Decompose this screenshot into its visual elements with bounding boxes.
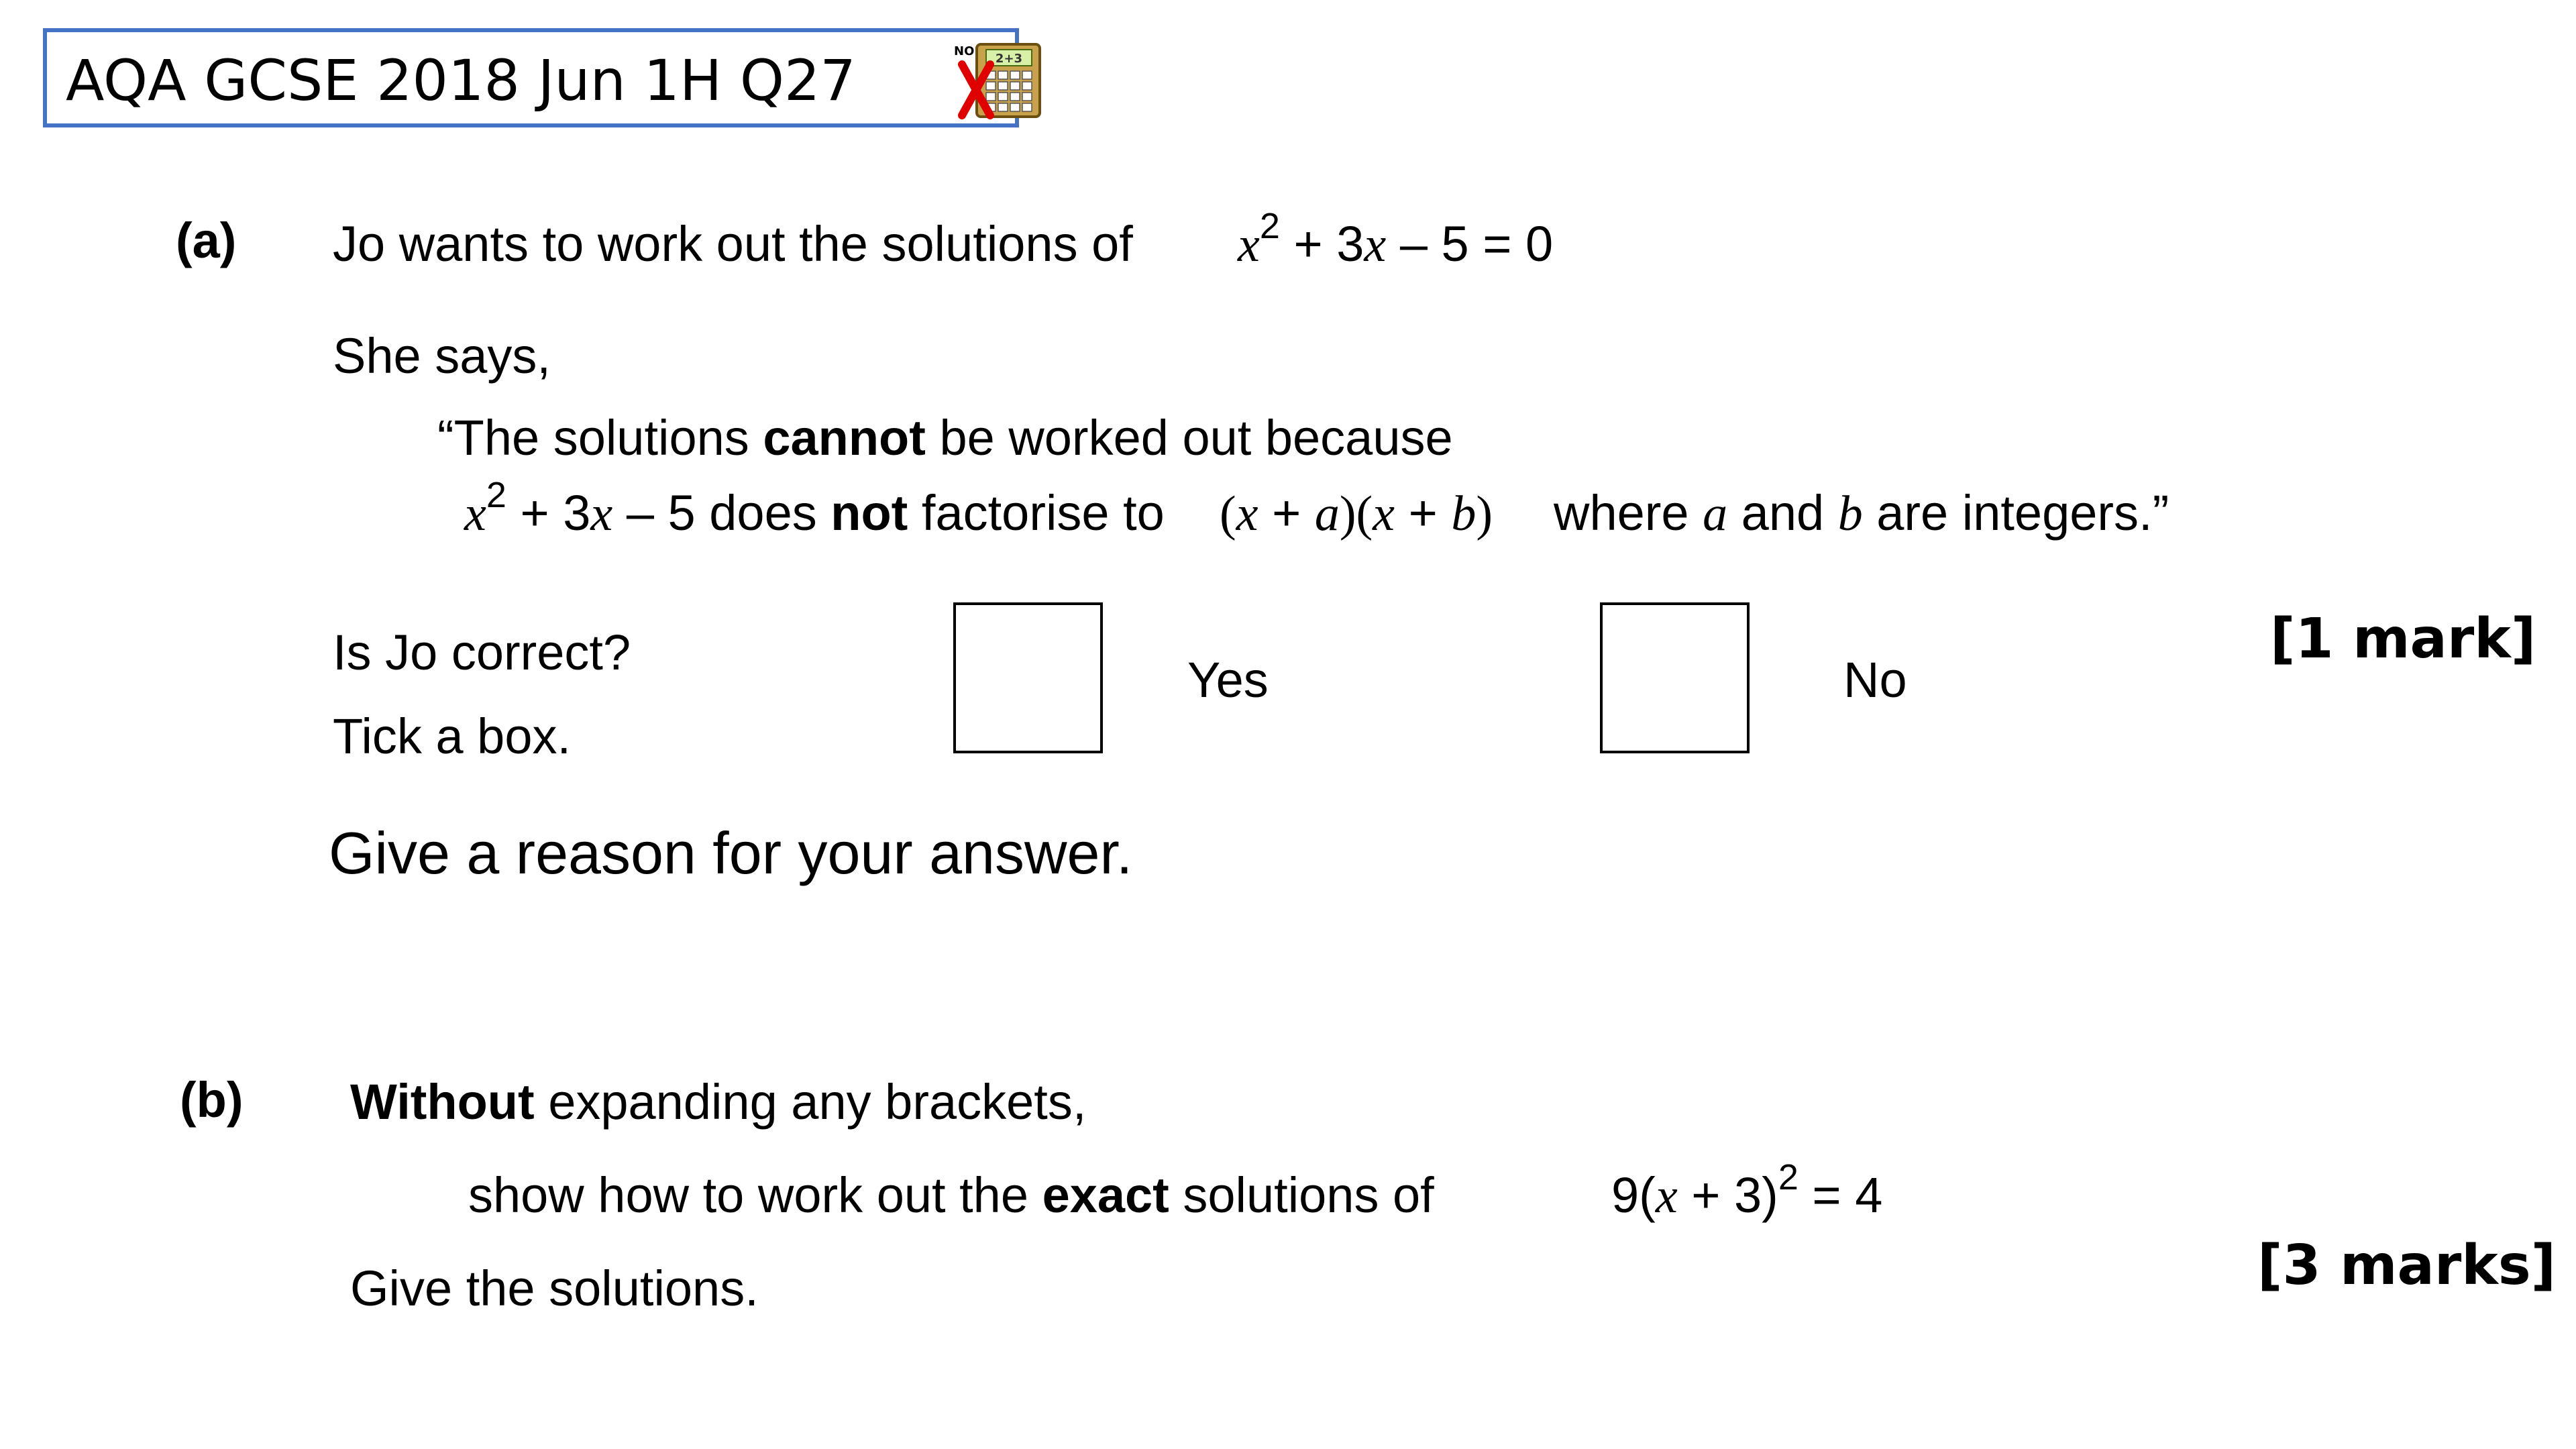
part-b-marks: [3 marks] [2257,1234,2557,1297]
calculator-screen-text: 2+3 [995,52,1023,66]
part-b-line-3: Give the solutions. [350,1260,759,1316]
part-a-label: (a) [176,213,237,268]
she-says: She says, [333,328,551,384]
no-calculator-icon [953,40,1044,119]
part-b-equation: $9(x + 3)^2 = 4$ [1611,1157,1883,1224]
instruction-tick-box: Tick a box. [333,708,572,764]
question-title: AQA GCSE 2018 Jun 1H Q27 [66,48,856,113]
no-label: No [1843,652,1907,708]
yes-label: Yes [1187,652,1269,708]
part-b-label: (b) [180,1072,244,1128]
reason-prompt: Give a reason for your answer. [329,820,1133,886]
factor-form: (x + a)(x + b) [1220,485,1493,541]
question-is-jo-correct: Is Jo correct? [333,625,631,680]
no-checkbox[interactable] [1600,602,1750,753]
quote-line-1: “The solutions cannot be worked out because [437,410,1453,466]
part-a-equation: $x^2 + 3x - 5 = 0$ [1238,206,1554,272]
part-b-line-2: show how to work out the exact solutions of [468,1167,1434,1223]
part-b-line-1: Without expanding any brackets, [350,1074,1087,1130]
part-a-intro: Jo wants to work out the solutions of [333,216,1133,272]
part-a-marks: [1 mark] [2270,607,2536,671]
question-title-box [43,28,1023,127]
yes-checkbox[interactable] [953,602,1103,753]
quote-where: where a and b are integers.” [1554,485,2169,541]
no-label: NO [954,44,975,58]
quote-line-2: $x^2 + 3x - 5$ does not factorise to [464,475,1165,541]
